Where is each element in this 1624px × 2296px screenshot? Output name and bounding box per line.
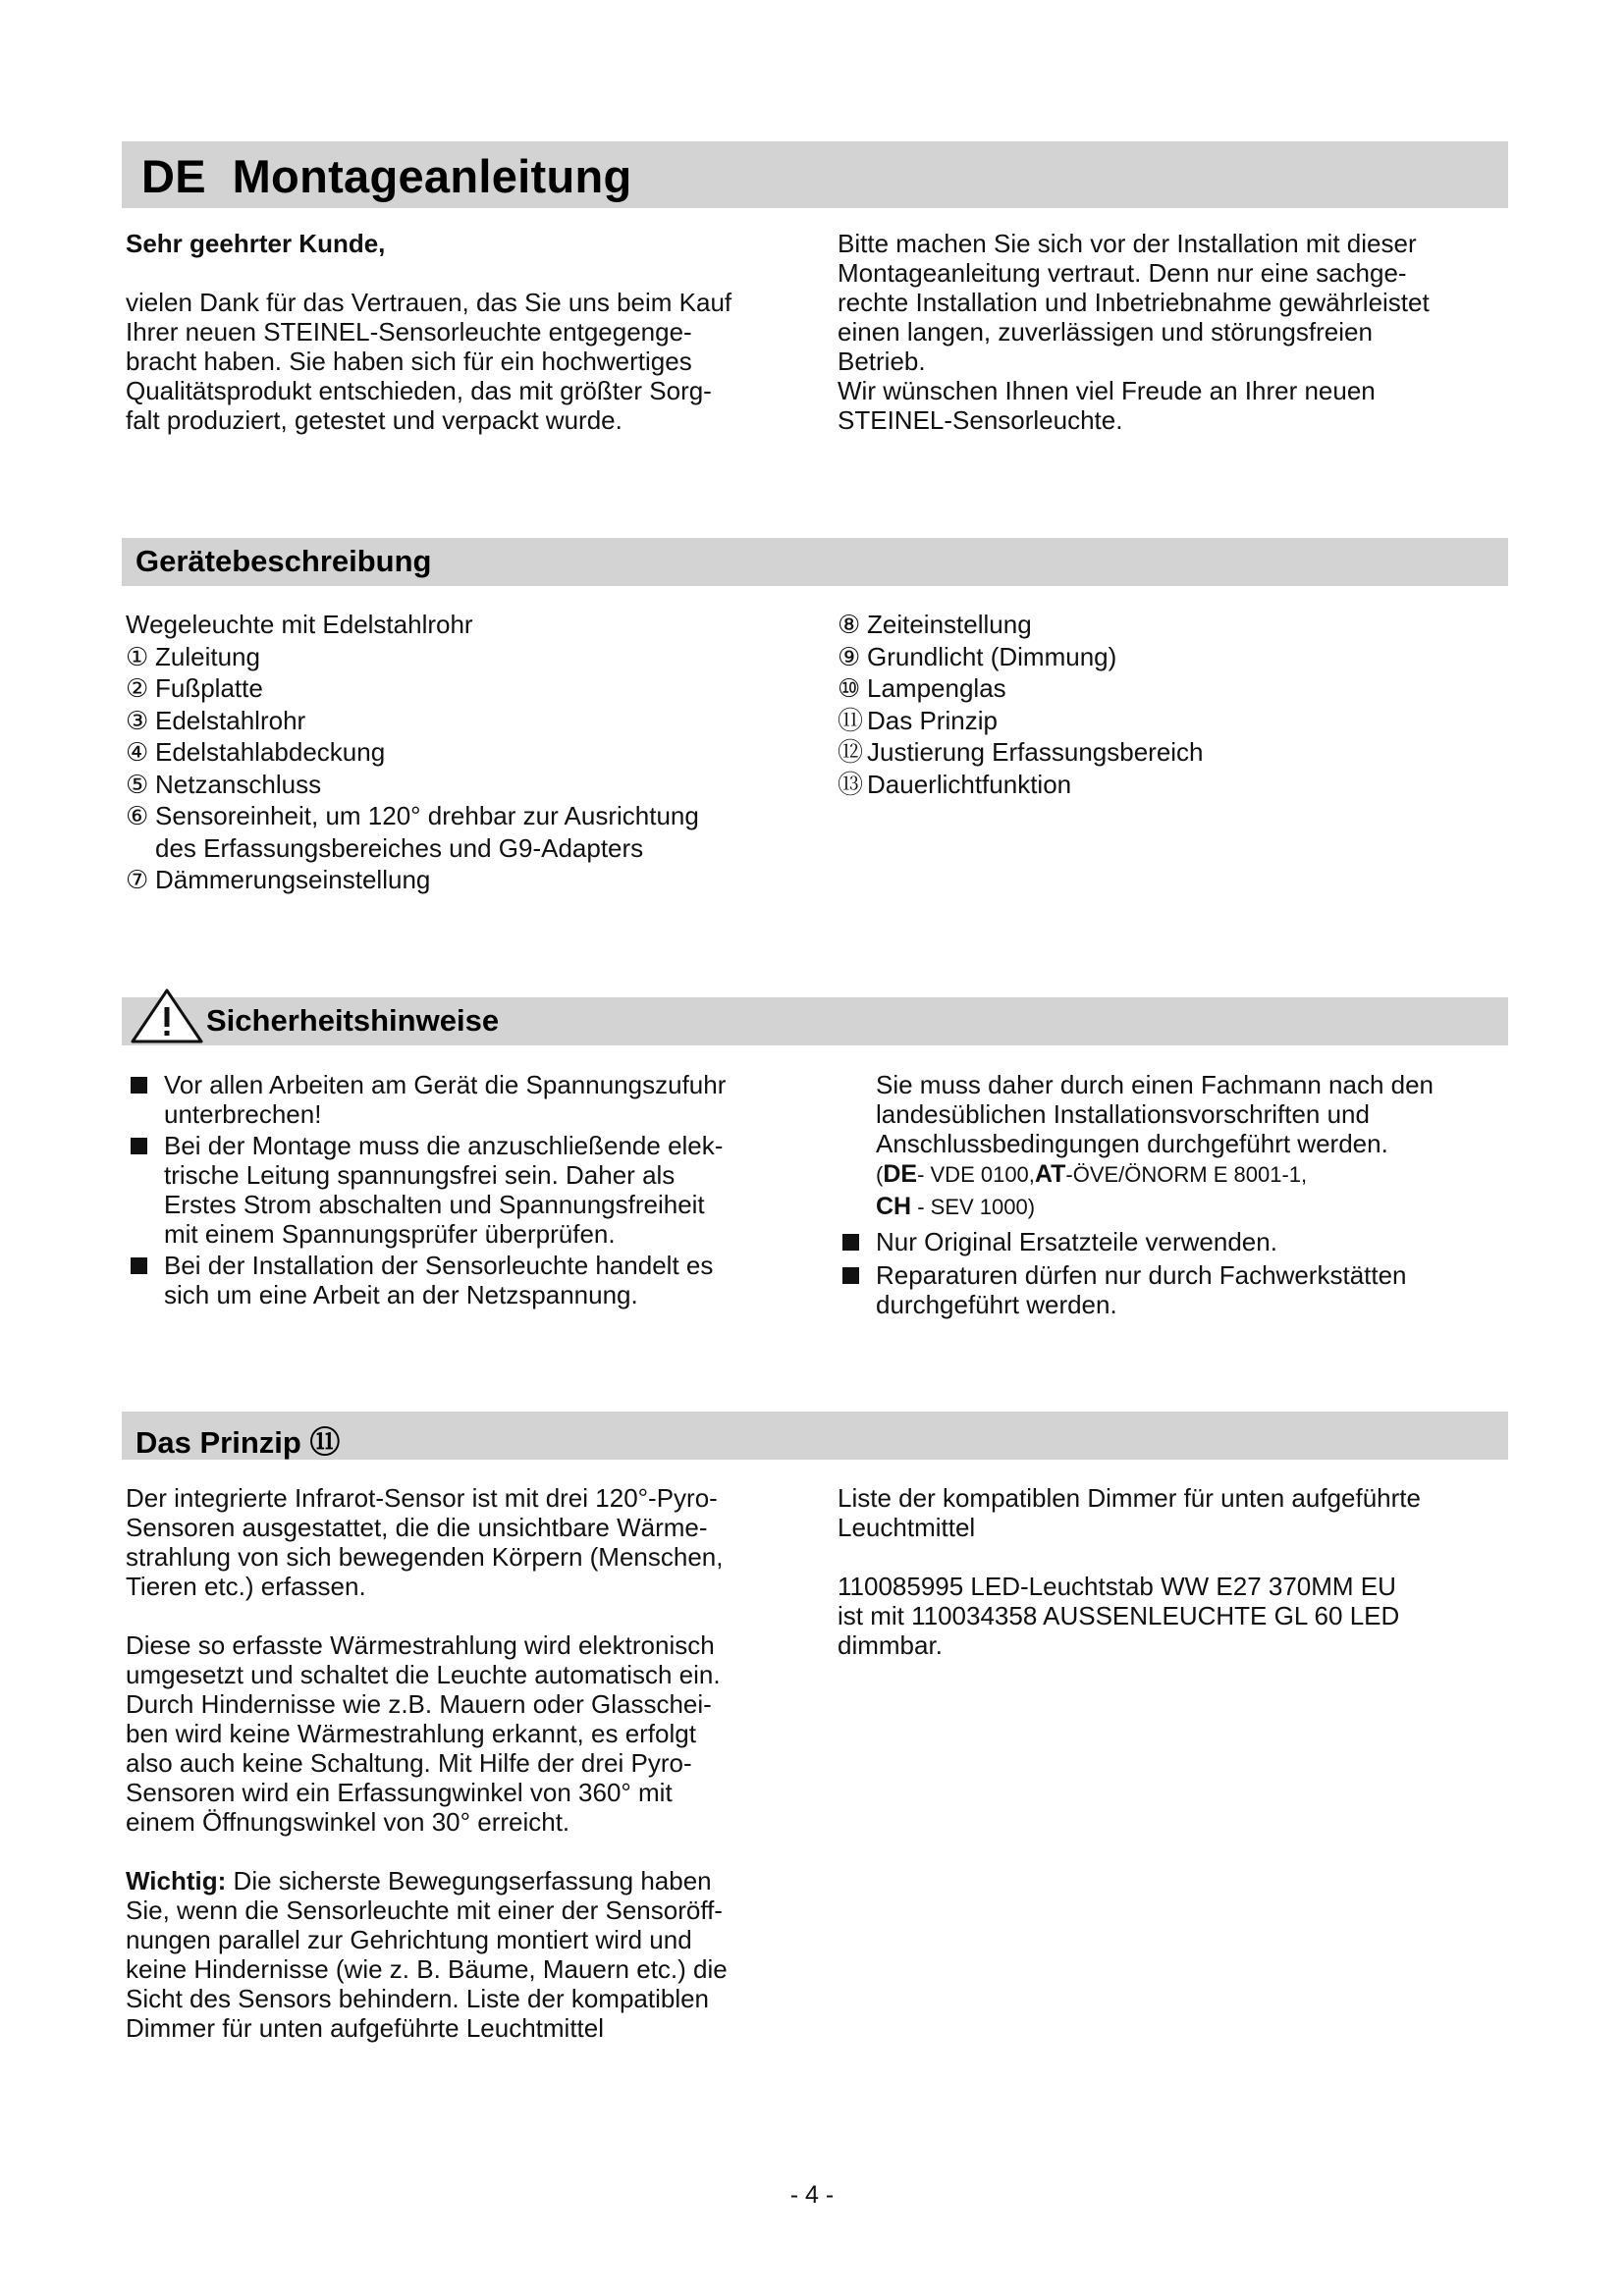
geraet-left [126, 609, 833, 896]
item-text: Lampenglas [867, 673, 1006, 703]
intro-line: vielen Dank für das Vertrauen, das Sie uns beim Kauf [126, 288, 732, 317]
text-line: Sicht des Sensors behindern. Liste der kompatiblen [126, 1984, 710, 2013]
item-number: ① [126, 641, 149, 671]
greeting: Sehr geehrter Kunde, [126, 229, 386, 258]
norm-line: (DE- VDE 0100,AT-ÖVE/ÖNORM E 8001-1, [876, 1160, 1308, 1188]
bullet-square-icon [842, 1234, 859, 1251]
list-item [838, 736, 1505, 769]
prinzip-right [838, 1483, 1505, 1660]
section-title: Das Prinzip ⑪ [135, 1425, 341, 1460]
item-number: ⑩ [838, 673, 861, 703]
warning-icon [130, 988, 204, 1044]
item-text: Edelstahlabdeckung [155, 737, 386, 767]
page-number: - 4 - [789, 2181, 835, 2209]
list-item [126, 800, 833, 832]
text-line: Sensoren wird ein Erfassungwinkel von 360° mit [126, 1778, 673, 1807]
safety-cont-line: Sie muss daher durch einen Fachmann nach den [876, 1070, 1435, 1099]
item-text: des Erfassungsbereiches und G9-Adapters [155, 832, 644, 863]
intro-line: Montageanleitung vertraut. Denn nur eine sachge- [838, 258, 1407, 288]
intro-line: einen langen, zuverlässigen und störungsfreien [838, 317, 1373, 347]
safety-left [126, 1070, 803, 1309]
text-line: umgesetzt und schaltet die Leuchte automatisch ein. [126, 1660, 721, 1689]
item-number: ③ [126, 705, 149, 735]
list-item [838, 705, 1505, 737]
item-number: ⑦ [126, 865, 149, 894]
text-line: Dimmer für unten aufgeführte Leuchtmittel [126, 2013, 605, 2043]
list-item [838, 769, 1505, 801]
important-label: Wichtig: [126, 1866, 227, 1896]
prinzip-left [126, 1483, 813, 2043]
item-text: Das Prinzip [867, 705, 998, 735]
list-item [126, 769, 833, 801]
list-item [838, 672, 1505, 705]
list-item [126, 672, 833, 705]
intro-left [126, 229, 813, 435]
text-line: keine Hindernisse (wie z. B. Bäume, Mauern etc.) die [126, 1954, 728, 1984]
intro-line: Qualitätsprodukt entschieden, das mit größter Sorg- [126, 376, 712, 405]
item-text: Justierung Erfassungsbereich [867, 737, 1204, 767]
list-item-continuation [126, 832, 833, 865]
section-title: Sicherheitshinweise [206, 1003, 500, 1038]
item-text: Dauerlichtfunktion [867, 769, 1072, 799]
bullet-square-icon [131, 1077, 147, 1094]
text-line: Wichtig: Die sicherste Bewegungserfassung haben [126, 1866, 712, 1896]
norm-line: CH - SEV 1000) [876, 1193, 1036, 1220]
item-text: Grundlicht (Dimmung) [867, 641, 1117, 671]
intro-line: Betrieb. [838, 347, 926, 376]
intro-right [838, 229, 1505, 435]
intro-line: bracht haben. Sie haben sich für ein hochwertiges [126, 347, 692, 376]
item-number: ⑤ [126, 769, 149, 799]
list-item [126, 864, 833, 896]
text-line: Tieren etc.) erfassen. [126, 1572, 366, 1601]
bullet-item: Bei der Montage muss die anzuschließende elek- trische Leitung spannungsfrei sein. Daher als Erstes Strom abschalten und Spannungsfreiheit mit einem Spannungsprüfer überprüfen. [126, 1131, 803, 1249]
section-title: Gerätebeschreibung [135, 544, 432, 578]
title-text: Montageanleitung [232, 150, 632, 202]
title-bar [122, 141, 1508, 208]
intro-line: rechte Installation und Inbetriebnahme gewährleistet [838, 288, 1430, 317]
bullet-item: Vor allen Arbeiten am Gerät die Spannungszufuhr unterbrechen! [126, 1070, 803, 1129]
section-safety [122, 997, 1508, 1045]
item-number: ⑧ [838, 610, 861, 639]
text-line: strahlung von sich bewegenden Körpern (Menschen, [126, 1542, 724, 1572]
bullet-item: Nur Original Ersatzteile verwenden. [838, 1227, 1505, 1256]
list-item [838, 609, 1505, 641]
item-text: Fußplatte [155, 673, 263, 703]
item-text: Dämmerungseinstellung [155, 865, 431, 894]
list-item [126, 736, 833, 769]
section-prinzip [122, 1412, 1508, 1460]
text-line: also auch keine Schaltung. Mit Hilfe der drei Pyro- [126, 1748, 692, 1778]
intro-line: Wir wünschen Ihnen viel Freude an Ihrer neuen [838, 376, 1376, 405]
text-line: 110085995 LED-Leuchtstab WW E27 370MM EU [838, 1572, 1396, 1601]
item-number: ⑥ [126, 801, 149, 830]
item-number: ② [126, 673, 149, 703]
intro-line: Bitte machen Sie sich vor der Installation mit dieser [838, 229, 1417, 258]
text-line: Durch Hindernisse wie z.B. Mauern oder Glasschei- [126, 1689, 712, 1719]
geraet-right [838, 609, 1505, 800]
safety-cont-line: landesüblichen Installationsvorschriften und [876, 1099, 1370, 1129]
text-line: einem Öffnungswinkel von 30° erreicht. [126, 1807, 570, 1837]
intro-line: Ihrer neuen STEINEL-Sensorleuchte entgegenge- [126, 317, 692, 347]
text-line: Sensoren ausgestattet, die die unsichtbare Wärme- [126, 1513, 708, 1542]
text-line: Diese so erfasste Wärmestrahlung wird elektronisch [126, 1630, 715, 1660]
item-number: ④ [126, 737, 149, 767]
text-line: ben wird keine Wärmestrahlung erkannt, es erfolgt [126, 1719, 696, 1748]
item-number: ⑪ [838, 705, 864, 735]
bullet-square-icon [131, 1138, 147, 1154]
item-text: Sensoreinheit, um 120° drehbar zur Ausrichtung [155, 801, 699, 830]
text-line: Sie, wenn die Sensorleuchte mit einer der Sensoröff- [126, 1896, 723, 1925]
section-geraet [122, 538, 1508, 586]
text-line: dimmbar. [838, 1630, 943, 1660]
geraet-intro: Wegeleuchte mit Edelstahlrohr [126, 610, 473, 639]
page-title [141, 149, 632, 203]
safety-right [838, 1070, 1505, 1319]
item-text: Zuleitung [155, 641, 260, 671]
item-text: Edelstahlrohr [155, 705, 306, 735]
bullet-item: Reparaturen dürfen nur durch Fachwerkstätten durchgeführt werden. [838, 1260, 1505, 1319]
item-number: ⑬ [838, 769, 864, 799]
item-text: Netzanschluss [155, 769, 322, 799]
text-line: ist mit 110034358 AUSSENLEUCHTE GL 60 LED [838, 1601, 1400, 1630]
bullet-square-icon [842, 1267, 859, 1284]
item-text: Zeiteinstellung [867, 610, 1032, 639]
text-line: Liste der kompatiblen Dimmer für unten aufgeführte [838, 1483, 1421, 1513]
text-line: Der integrierte Infrarot-Sensor ist mit drei 120°-Pyro- [126, 1483, 718, 1513]
list-item [838, 641, 1505, 673]
language-code: DE [141, 150, 206, 202]
item-number: ⑨ [838, 641, 861, 671]
text-line: Leuchtmittel [838, 1513, 976, 1542]
list-item [126, 705, 833, 737]
safety-cont-line: Anschlussbedingungen durchgeführt werden. [876, 1129, 1388, 1158]
intro-line: STEINEL-Sensorleuchte. [838, 405, 1123, 435]
item-number: ⑫ [838, 737, 864, 767]
intro-line: falt produziert, getestet und verpackt wurde. [126, 405, 623, 435]
bullet-item: Bei der Installation der Sensorleuchte handelt es sich um eine Arbeit an der Netzspannung. [126, 1251, 803, 1309]
text-line: nungen parallel zur Gehrichtung montiert wird und [126, 1925, 692, 1954]
bullet-square-icon [131, 1257, 147, 1274]
list-item [126, 641, 833, 673]
